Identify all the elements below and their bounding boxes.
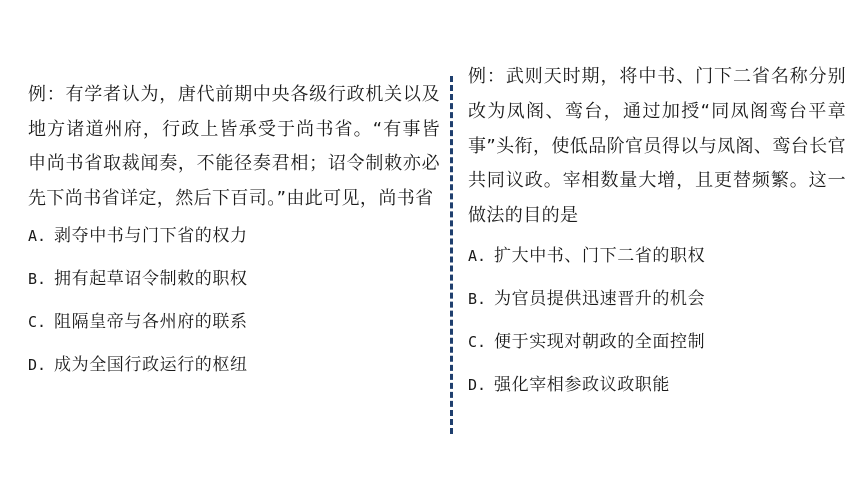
right-option-a[interactable] <box>468 244 846 287</box>
right-option-c[interactable] <box>468 330 846 373</box>
left-question-options <box>28 224 440 396</box>
option-letter: A. <box>468 246 487 265</box>
option-letter: D. <box>468 375 487 394</box>
right-question-options <box>468 244 846 416</box>
option-text: 剥夺中书与门下省的权力 <box>54 226 248 246</box>
right-question-stem: 例：武则天时期，将中书、门下二省名称分别改为凤阁、鸾台，通过加授“同凤阁鸾台平章事”头衔，使低品阶官员得以与凤阁、鸾台长官共同议政。宰相数量大增，且更替频繁。这一做法的目的是 <box>468 66 846 227</box>
left-option-a[interactable] <box>28 224 440 267</box>
left-question-stem: 例：有学者认为，唐代前期中央各级行政机关以及地方诸道州府，行政上皆承受于尚书省。“有事皆申尚书省取裁闻奏，不能径奏君相；诏令制敕亦必先下尚书省详定，然后下百司。”由此可见，尚书省 <box>28 84 440 209</box>
right-question <box>468 60 846 416</box>
option-text: 阻隔皇帝与各州府的联系 <box>54 312 248 332</box>
right-option-b[interactable] <box>468 287 846 330</box>
option-text: 强化宰相参政议政职能 <box>494 374 670 395</box>
column-divider <box>450 76 453 434</box>
option-text: 为官员提供迅速晋升的机会 <box>494 288 706 309</box>
option-text: 扩大中书、门下二省的职权 <box>494 245 706 266</box>
right-option-d[interactable] <box>468 373 846 416</box>
left-question <box>28 78 440 396</box>
left-option-c[interactable] <box>28 310 440 353</box>
option-letter: C. <box>468 332 487 351</box>
option-letter: A. <box>28 227 47 245</box>
option-text: 便于实现对朝政的全面控制 <box>494 331 706 352</box>
left-option-b[interactable] <box>28 267 440 310</box>
option-text: 拥有起草诏令制敕的职权 <box>54 269 248 289</box>
left-option-d[interactable] <box>28 353 440 396</box>
option-text: 成为全国行政运行的枢纽 <box>54 355 248 375</box>
option-letter: B. <box>28 270 47 288</box>
option-letter: B. <box>468 289 487 308</box>
option-letter: C. <box>28 313 47 331</box>
option-letter: D. <box>28 356 47 374</box>
